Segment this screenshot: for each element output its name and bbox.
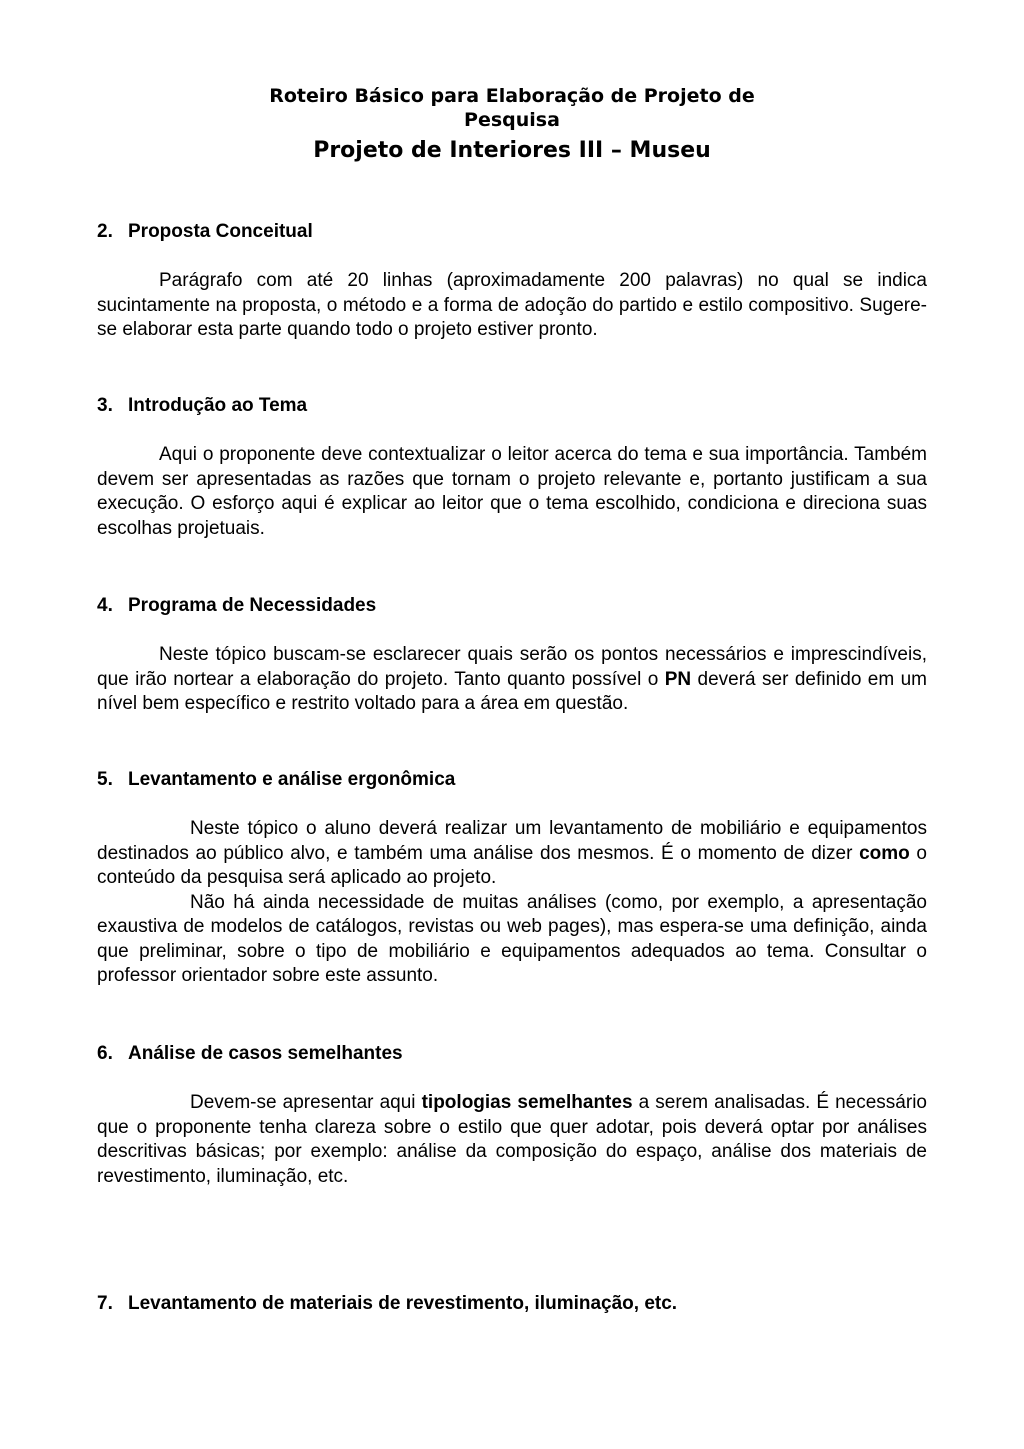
section-number: 6. bbox=[97, 1043, 113, 1064]
section-proposta-conceitual bbox=[97, 220, 927, 343]
section-heading bbox=[97, 1042, 927, 1066]
paragraph-text: Devem-se apresentar aqui bbox=[190, 1092, 422, 1113]
section-heading bbox=[97, 768, 927, 792]
section-heading bbox=[97, 220, 927, 244]
section-paragraph bbox=[97, 643, 927, 717]
section-paragraph: Parágrafo com até 20 linhas (aproximadamente 200 palavras) no qual se indica sucintamente na proposta, o método e a forma de adoção do partido e estilo compositivo. Sugere-se elaborar esta parte quando todo o projeto estiver pronto. bbox=[97, 270, 927, 340]
section-paragraph bbox=[97, 817, 927, 891]
section-paragraph: Não há ainda necessidade de muitas análises (como, por exemplo, a apresentação exaustiva de modelos de catálogos, revistas ou web pages), mas espera-se uma definição, ainda que preliminar, sobre o tipo de mobiliário e equipamentos adequados ao tema. Consultar o professor orientador sobre este assunto. bbox=[97, 891, 927, 986]
section-analise-casos bbox=[97, 1042, 927, 1189]
section-paragraph bbox=[97, 1091, 927, 1189]
document-header bbox=[0, 84, 1024, 168]
section-number: 7. bbox=[97, 1293, 113, 1314]
section-number: 4. bbox=[97, 595, 113, 616]
paragraph-text: deverá ser definido em um nível bem específico e restrito voltado para a área em questão. bbox=[97, 668, 927, 714]
section-introducao-tema bbox=[97, 394, 927, 541]
section-number: 5. bbox=[97, 769, 113, 790]
paragraph-bold-term: tipologias semelhantes bbox=[421, 1092, 633, 1113]
section-number: 2. bbox=[97, 221, 113, 242]
section-heading bbox=[97, 1292, 927, 1316]
section-title: Levantamento de materiais de revestimento, iluminação, etc. bbox=[128, 1293, 678, 1314]
document-title-line2: Pesquisa bbox=[464, 109, 560, 131]
document-subtitle: Projeto de Interiores III – Museu bbox=[313, 138, 711, 163]
section-programa-necessidades bbox=[97, 594, 927, 717]
section-title: Proposta Conceitual bbox=[128, 221, 313, 242]
paragraph-text: o conteúdo da pesquisa será aplicado ao projeto. bbox=[97, 842, 927, 888]
section-title: Introdução ao Tema bbox=[128, 395, 308, 416]
section-title: Levantamento e análise ergonômica bbox=[128, 769, 456, 790]
section-heading bbox=[97, 394, 927, 418]
paragraph-bold-term: como bbox=[859, 842, 910, 864]
section-paragraph: Aqui o proponente deve contextualizar o leitor acerca do tema e sua importância. Também devem ser apresentadas as razões que tornam o projeto relevante e, portanto justificam a sua execução. O esforço aqui é explicar ao leitor que o tema escolhido, condiciona e direciona suas escolhas projetuais. bbox=[97, 444, 927, 539]
section-title: Programa de Necessidades bbox=[128, 595, 377, 616]
section-number: 3. bbox=[97, 395, 113, 416]
paragraph-bold-term: PN bbox=[664, 668, 692, 690]
paragraph-text: Neste tópico o aluno deverá realizar um levantamento de mobiliário e equipamentos destinados ao público alvo, e também uma análise dos mesmos. É o momento de dizer bbox=[97, 818, 927, 864]
document-title-line1: Roteiro Básico para Elaboração de Projeto de bbox=[269, 85, 755, 107]
section-heading bbox=[97, 594, 927, 618]
section-title: Análise de casos semelhantes bbox=[128, 1043, 403, 1064]
paragraph-text: a serem analisadas. É necessário que o proponente tenha clareza sobre o estilo que quer adotar, pois deverá optar por análises descritivas básicas; por exemplo: análise da composição do espaço, análise dos materiais de revestimento, iluminação, etc. bbox=[97, 1092, 927, 1187]
paragraph-text: Neste tópico buscam-se esclarecer quais serão os pontos necessários e imprescindíveis, que irão nortear a elaboração do projeto. Tanto quanto possível o bbox=[97, 644, 927, 690]
section-levantamento-ergonomica bbox=[97, 768, 927, 989]
section-levantamento-materiais bbox=[97, 1292, 927, 1316]
